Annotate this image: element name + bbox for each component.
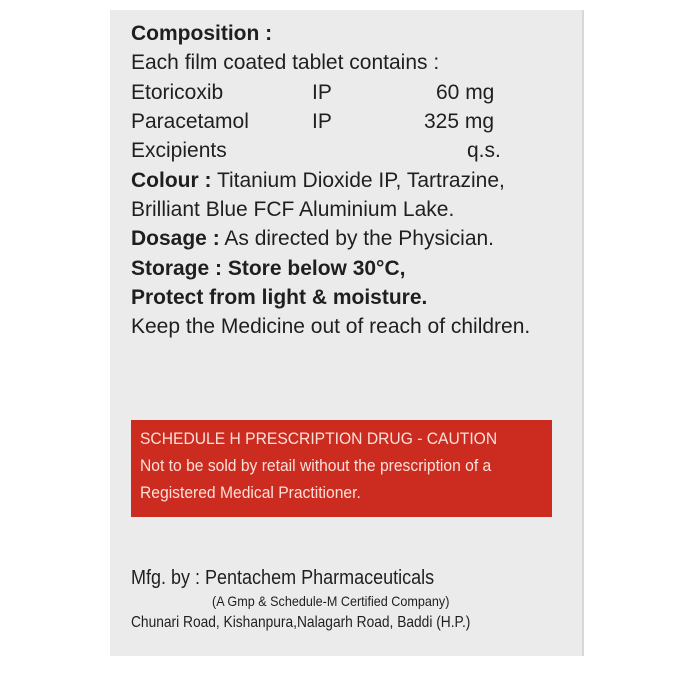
dosage-line <box>131 227 494 251</box>
keep-away-notice: Keep the Medicine out of reach of children. <box>131 315 531 338</box>
ingredient-standard: IP <box>312 81 332 104</box>
ingredient-name: Etoricoxib <box>131 81 224 104</box>
ingredient-standard: IP <box>312 110 332 133</box>
colour-value: Titanium Dioxide IP, Tartrazine, <box>216 169 505 192</box>
manufacturer-name: Mfg. by : Pentachem Pharmaceuticals <box>131 567 435 589</box>
warning-title: SCHEDULE H PRESCRIPTION DRUG - CAUTION <box>140 429 498 448</box>
manufacturer-address: Chunari Road, Kishanpura,Nalagarh Road, Baddi (H.P.) <box>131 614 471 631</box>
colour-value-continued: Brilliant Blue FCF Aluminium Lake. <box>131 198 455 221</box>
schedule-h-warning-box <box>131 420 552 517</box>
warning-line-2: Registered Medical Practitioner. <box>140 483 361 502</box>
warning-line-1: Not to be sold by retail without the prescription of a <box>140 456 492 475</box>
composition-heading: Composition : <box>131 22 273 45</box>
manufacturer-certification: (A Gmp & Schedule-M Certified Company) <box>212 593 450 609</box>
ingredient-name: Paracetamol <box>131 110 249 133</box>
ingredient-name: Excipients <box>131 139 227 162</box>
ingredient-quantity: q.s. <box>467 139 501 162</box>
composition-intro: Each film coated tablet contains : <box>131 51 440 74</box>
colour-label: Colour : <box>131 169 212 192</box>
dosage-label: Dosage : <box>131 227 220 250</box>
storage-line: Storage : Store below 30°C, <box>131 257 406 280</box>
storage-protection: Protect from light & moisture. <box>131 286 428 309</box>
ingredient-quantity: 325 mg <box>424 110 495 133</box>
dosage-value: As directed by the Physician. <box>224 227 495 250</box>
colour-line <box>131 169 505 193</box>
ingredient-quantity: 60 mg <box>436 81 495 104</box>
